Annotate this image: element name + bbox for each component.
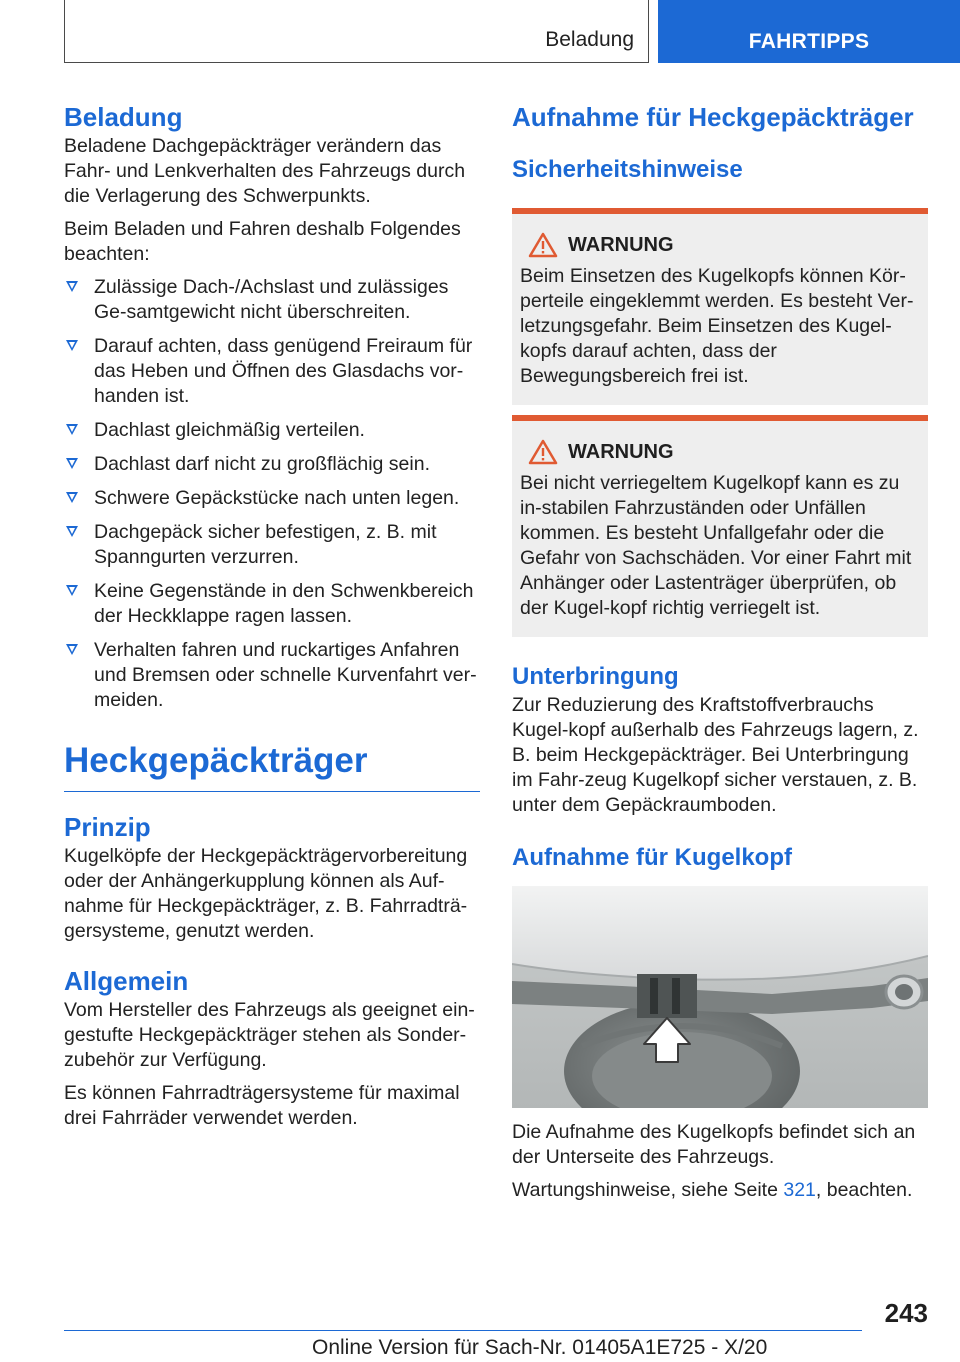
header-box: [64, 0, 649, 63]
warning-triangle-icon: [528, 439, 558, 465]
paragraph-beladung-note: Beim Beladen und Fahren deshalb Folgendes beachten:: [64, 218, 461, 265]
bullet-triangle-icon: [66, 340, 78, 351]
paragraph-beladung-intro: Beladene Dachgepäckträger verändern das Fahr- und Lenkverhalten des Fahrzeugs durch die Verlagerung des Schwerpunkts.: [64, 135, 466, 207]
bullet-triangle-icon: [66, 458, 78, 469]
warning-box-2: [512, 415, 928, 637]
warning-text: Beim Einsetzen des Kugelkopfs können Kör‐perteile eingeklemmt werden. Es besteht Ver‐letzungsgefahr. Beim Einsetzen des Kugel‐kopfs darauf achten, dass der Bewegungsbereich frei ist.: [520, 265, 914, 387]
list-item: Dachgepäck sicher befestigen, z. B. mit Spanngurten verzurren.: [64, 520, 480, 570]
heading-prinzip: Prinzip: [64, 812, 151, 842]
list-item: Dachlast gleichmäßig verteilen.: [64, 418, 480, 443]
heading-sicherheitshinweise: Sicherheitshinweise: [512, 156, 743, 183]
page-link-321[interactable]: 321: [783, 1179, 816, 1201]
bullet-triangle-icon: [66, 281, 78, 292]
bullet-list: [64, 275, 480, 713]
warning-triangle-icon: [528, 232, 558, 258]
heading-heckgepaecktraeger: Heckgepäckträger: [64, 741, 368, 780]
paragraph-allgemein-2: Es können Fahrradträgersysteme für maximal drei Fahrräder verwendet werden.: [64, 1082, 460, 1129]
heading-allgemein: Allgemein: [64, 966, 189, 996]
warning-box-1: [512, 208, 928, 405]
bullet-triangle-icon: [66, 644, 78, 655]
paragraph-prinzip: Kugelköpfe der Heckgepäckträgervorbereitung oder der Anhängerkupplung können als Auf‐nahme für Heckgepäckträger, z. B. Fahrradträ‐gersysteme, genutzt werden.: [64, 845, 468, 942]
list-item: Zulässige Dach-/Achslast und zulässiges Ge‐samtgewicht nicht überschreiten.: [64, 275, 480, 325]
header-section-title: Beladung: [545, 28, 634, 51]
paragraph-allgemein-1: Vom Hersteller des Fahrzeugs als geeignet ein‐gestufte Heckgepäckträger stehen als Sonder‐zubehör zur Verfügung.: [64, 999, 475, 1071]
bullet-triangle-icon: [66, 585, 78, 596]
warning-title: WARNUNG: [568, 440, 674, 463]
left-column: [64, 100, 480, 1131]
heading-aufnahme-heckgepaecktraeger: Aufnahme für Heckgepäckträger: [512, 102, 914, 132]
list-item: Verhalten fahren und ruckartiges Anfahren und Bremsen oder schnelle Kurvenfahrt ver‐meiden.: [64, 638, 480, 713]
bullet-triangle-icon: [66, 424, 78, 435]
maintenance-reference: Wartungshinweise, siehe Seite 321, beachten.: [512, 1179, 913, 1201]
vehicle-underside-photo: [512, 886, 928, 1108]
list-item: Darauf achten, dass genügend Freiraum für das Heben und Öffnen des Glasdachs vor‐handen ist.: [64, 334, 480, 409]
bullet-triangle-icon: [66, 526, 78, 537]
section-heading-rule: [64, 739, 480, 792]
heading-beladung: Beladung: [64, 102, 183, 132]
list-item: Keine Gegenstände in den Schwenkbereich der Heckklappe ragen lassen.: [64, 579, 480, 629]
photo-caption: Die Aufnahme des Kugelkopfs befindet sich an der Unterseite des Fahrzeugs.: [512, 1121, 916, 1168]
footer-version-text: Online Version für Sach-Nr. 01405A1E725 - X/20: [312, 1336, 768, 1359]
footer-rule: [64, 1330, 862, 1331]
heading-unterbringung: Unterbringung: [512, 663, 679, 690]
page-number: 243: [884, 1298, 928, 1328]
right-column: [512, 100, 928, 1203]
list-item: Schwere Gepäckstücke nach unten legen.: [64, 486, 480, 511]
paragraph-unterbringung: Zur Reduzierung des Kraftstoffverbrauchs Kugel‐kopf außerhalb des Fahrzeugs lagern, z. B. beim Heckgepäckträger. Bei Unterbringung im Fahr‐zeug Kugelkopf sicher verstauen, z. B. unter dem Gepäckraumboden.: [512, 694, 919, 816]
list-item: Dachlast darf nicht zu großflächig sein.: [64, 452, 480, 477]
bullet-triangle-icon: [66, 492, 78, 503]
heading-aufnahme-kugelkopf: Aufnahme für Kugelkopf: [512, 844, 792, 871]
header-chapter-tab: FAHRTIPPS: [658, 0, 960, 63]
warning-text: Bei nicht verriegeltem Kugelkopf kann es zu in‐stabilen Fahrzuständen oder Unfällen kommen. Es besteht Unfallgefahr oder die Gefahr von Sachschäden. Vor einer Fahrt mit Anhänger oder Lastenträger überprüfen, ob der Kugel‐kopf richtig verriegelt ist.: [520, 472, 912, 619]
warning-title: WARNUNG: [568, 233, 674, 256]
